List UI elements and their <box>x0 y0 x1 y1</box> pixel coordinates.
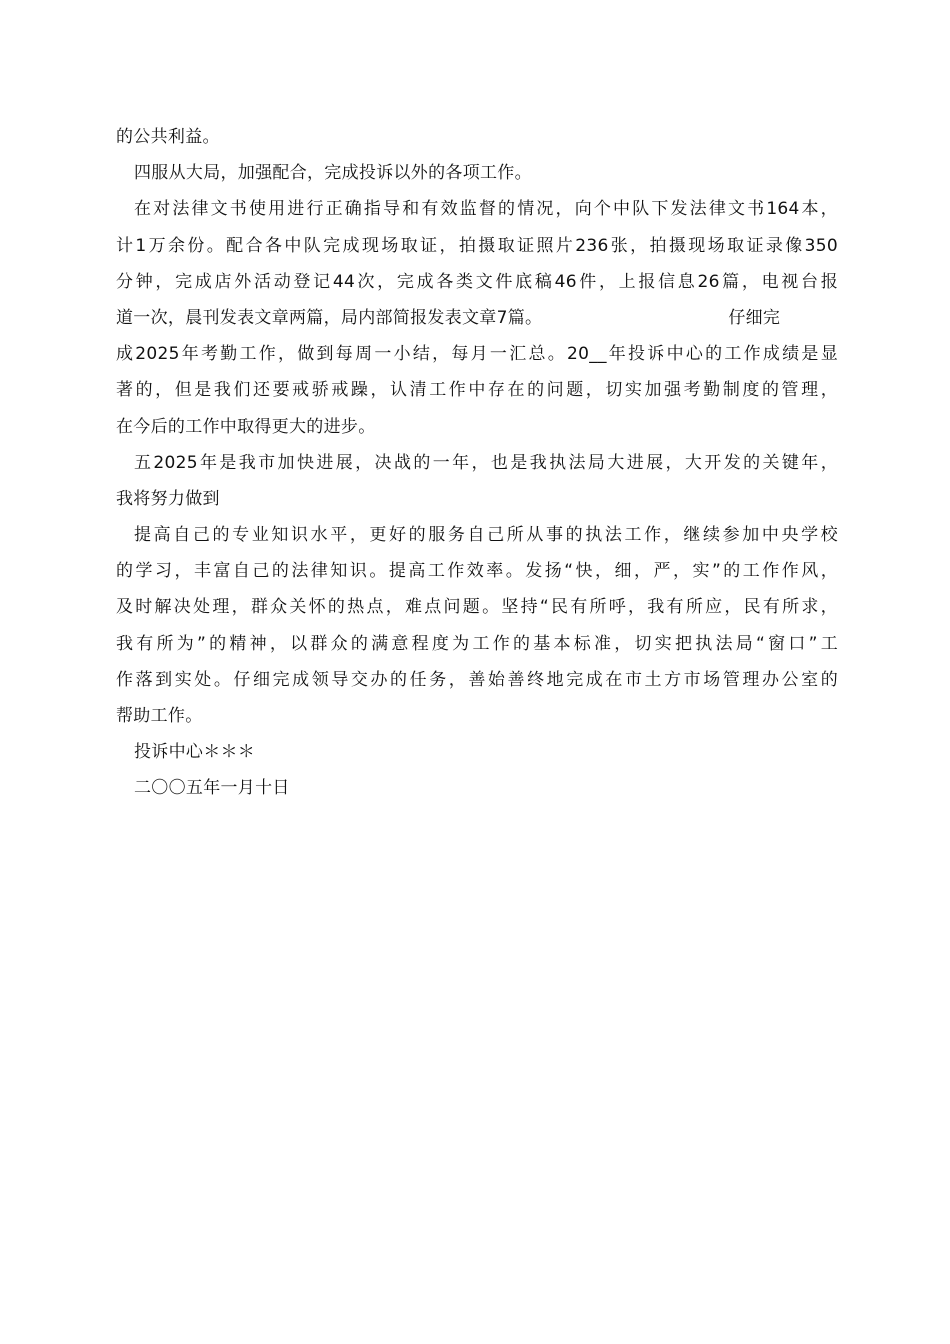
text-line-8: 著的，但是我们还要戒骄戒躁，认清工作中存在的问题，切实加强考勤制度的管理， <box>116 380 838 401</box>
text-line-6-tail: 仔细完 <box>728 307 781 328</box>
text-line-7: 成2025年考勤工作，做到每周一小结，每月一汇总。20__年投诉中心的工作成绩是显 <box>116 344 838 365</box>
text-line-12: 提高自己的专业知识水平，更好的服务自己所从事的执法工作，继续参加中央学校 <box>134 525 838 546</box>
text-line-11: 我将努力做到 <box>116 488 220 509</box>
text-line-15: 我有所为”的精神，以群众的满意程度为工作的基本标准，切实把执法局“窗口”工 <box>116 633 838 654</box>
text-line-13: 的学习，丰富自己的法律知识。提高工作效率。发扬“快，细，严，实”的工作作风， <box>116 561 838 582</box>
text-line-17: 帮助工作。 <box>116 706 203 726</box>
text-line-9: 在今后的工作中取得更大的进步。 <box>116 416 376 437</box>
signature-date: 二〇〇五年一月十日 <box>134 778 290 799</box>
text-line-6-main: 道一次，晨刊发表文章两篇，局内部简报发表文章7篇。 <box>116 307 543 328</box>
text-line-5: 分钟，完成店外活动登记44次，完成各类文件底稿46件，上报信息26篇，电视台报 <box>116 271 838 292</box>
text-line-16: 作落到实处。仔细完成领导交办的任务，善始善终地完成在市土方市场管理办公室的 <box>116 669 838 690</box>
text-line-10: 五2025年是我市加快进展，决战的一年，也是我执法局大进展，大开发的关键年， <box>134 452 838 473</box>
text-line-14: 及时解决处理，群众关怀的热点，难点问题。坚持“民有所呼，我有所应，民有所求， <box>116 597 838 618</box>
signature-org: 投诉中心＊＊＊ <box>134 742 256 763</box>
text-line-2: 四服从大局，加强配合，完成投诉以外的各项工作。 <box>134 163 532 184</box>
document-body <box>116 119 838 807</box>
text-line-6 <box>116 300 838 336</box>
text-line-3: 在对法律文书使用进行正确指导和有效监督的情况，向个中队下发法律文书164本， <box>134 199 838 220</box>
text-line-1: 的公共利益。 <box>116 127 220 147</box>
text-line-4: 计1万余份。配合各中队完成现场取证，拍摄取证照片236张，拍摄现场取证录像350 <box>116 235 838 256</box>
